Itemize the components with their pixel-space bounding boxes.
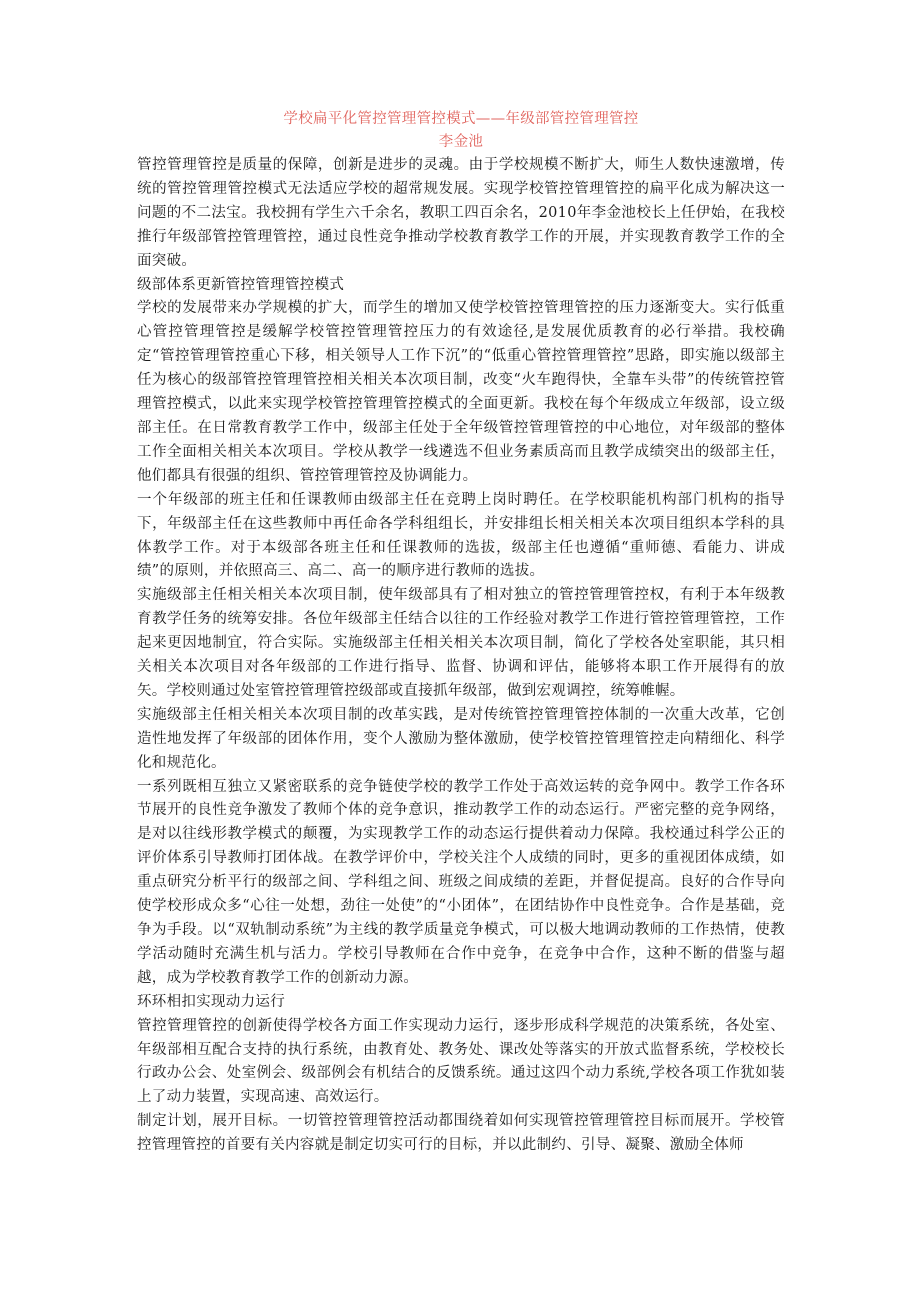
- document-body: [137, 154, 785, 1158]
- document-title: 学校扁平化管控管理管控模式——年级部管控管理管控: [283, 111, 639, 127]
- paragraph: 实施级部主任相关相关本次项目制的改革实践，是对传统管控管理管控体制的一次重大改革，它创造性地发挥了年级部的团体作用，变个人激励为整体激励，使学校管控管理管控走向精细化、科学化和规范化。: [137, 706, 785, 771]
- paragraph: 制定计划，展开目标。一切管控管理管控活动都围绕着如何实现管控管理管控目标而展开。学校管控管理管控的首要有关内容就是制定切实可行的目标，并以此制约、引导、凝聚、激励全体师: [137, 1113, 785, 1154]
- paragraph: 管控管理管控的创新使得学校各方面工作实现动力运行，逐步形成科学规范的决策系统，各处室、年级部相互配合支持的执行系统，由教育处、教务处、课改处等落实的开放式监督系统，学校校长行政办公会、处室例会、级部例会有机结合的反馈系统。通过这四个动力系统,学校各项工作犹如装上了动力装置，实现高速、高效运行。: [137, 1017, 785, 1106]
- paragraph: 管控管理管控是质量的保障，创新是进步的灵魂。由于学校规模不断扩大，师生人数快速激增，传统的管控管理管控模式无法适应学校的超常规发展。实现学校管控管理管控的扁平化成为解决这一问题的不二法宝。我校拥有学生六千余名，教职工四百余名，2010年李金池校长上任伊始，在我校推行年级部管控管理管控，通过良性竞争推动学校教育教学工作的开展，并实现教育教学工作的全面突破。: [137, 157, 785, 269]
- paragraph: 一个年级部的班主任和任课教师由级部主任在竞聘上岗时聘任。在学校职能机构部门机构的指导下，年级部主任在这些教师中再任命各学科组组长，并安排组长相关相关本次项目组织本学科的具体教学工作。对于本级部各班主任和任课教师的选拔，级部主任也遵循“重师德、看能力、讲成绩”的原则，并依照高三、高二、高一的顺序进行教师的选拔。: [137, 491, 785, 580]
- document-page: [137, 108, 785, 1158]
- paragraph: 实施级部主任相关相关本次项目制，使年级部具有了相对独立的管控管理管控权，有利于本年级教育教学任务的统筹安排。各位年级部主任结合以往的工作经验对教学工作进行管控管理管控，工作起来更因地制宜，符合实际。实施级部主任相关相关本次项目制，简化了学校各处室职能，其只相关相关本次项目对各年级部的工作进行指导、监督、协调和评估，能够将本职工作开展得有的放矢。学校则通过处室管控管理管控级部或直接抓年级部，做到宏观调控，统筹帷幄。: [137, 587, 785, 699]
- section-heading: 环环相扣实现动力运行: [137, 993, 285, 1010]
- document-author: 李金池: [438, 134, 484, 150]
- paragraph: 一系列既相互独立又紧密联系的竞争链使学校的教学工作处于高效运转的竞争网中。教学工作各环节展开的良性竞争激发了教师个体的竞争意识，推动教学工作的动态运行。严密完整的竞争网络，是对以往线形教学模式的颠覆，为实现教学工作的动态运行提供着动力保障。我校通过科学公正的评价体系引导教师打团体战。在教学评价中，学校关注个人成绩的同时，更多的重视团体成绩，如重点研究分析平行的级部之间、学科组之间、班级之间成绩的差距，并督促提高。良好的合作导向使学校形成众多“心往一处想，劲往一处使”的“小团体”，在团结协作中良性竞争。合作是基础，竞争为手段。以“双轨制动系统”为主线的教学质量竞争模式，可以极大地调动教师的工作热情，使教学活动随时充满生机与活力。学校引导教师在合作中竞争，在竞争中合作，这种不断的借鉴与超越，成为学校教育教学工作的创新动力源。: [137, 778, 785, 986]
- paragraph: 学校的发展带来办学规模的扩大，而学生的增加又使学校管控管理管控的压力逐渐变大。实行低重心管控管理管控是缓解学校管控管理管控压力的有效途径,是发展优质教育的必行举措。我校确定“管控管理管控重心下移，相关领导人工作下沉”的“低重心管控管理管控”思路，即实施以级部主任为核心的级部管控管理管控相关相关本次项目制，改变“火车跑得快，全靠车头带”的传统管控管理管控模式，以此来实现学校管控管理管控模式的全面更新。我校在每个年级成立年级部，设立级部主任。在日常教育教学工作中，级部主任处于全年级管控管理管控的中心地位，对年级部的整体工作全面相关相关本次项目。学校从教学一线遴选不但业务素质高而且教学成绩突出的级部主任，他们都具有很强的组织、管控管理管控及协调能力。: [137, 300, 785, 484]
- section-heading: 级部体系更新管控管理管控模式: [137, 276, 345, 293]
